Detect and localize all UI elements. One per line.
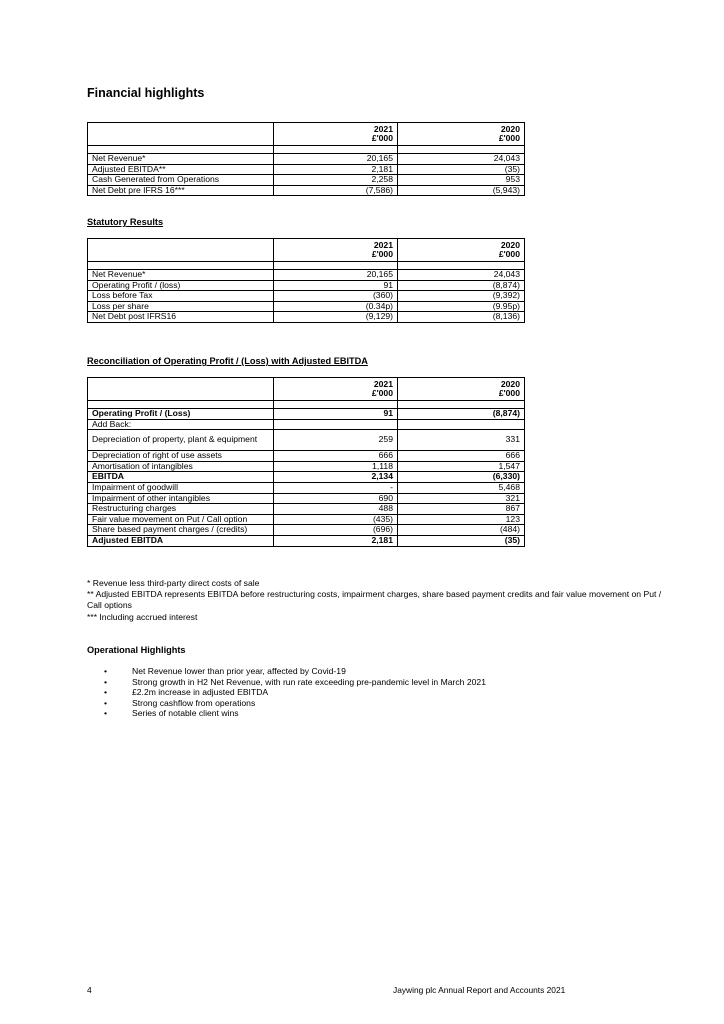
row-label: Adjusted EBITDA** — [88, 164, 274, 175]
value-2021: 20,165 — [274, 154, 398, 165]
value-2020: (8,874) — [398, 280, 525, 291]
table-row — [88, 301, 525, 312]
reconciliation-table — [87, 377, 525, 547]
value-2020: (484) — [398, 525, 525, 536]
value-2020: (9.95p) — [398, 301, 525, 312]
table-row — [88, 291, 525, 302]
value-2020: 123 — [398, 514, 525, 525]
col-unit: £'000 — [371, 133, 393, 144]
value-2020: 24,043 — [398, 154, 525, 165]
row-label: Net Debt post IFRS16 — [88, 312, 274, 323]
col-year-2021: 2021 — [373, 123, 393, 134]
row-label: Impairment of goodwill — [88, 482, 274, 493]
row-label: Depreciation of right of use assets — [88, 451, 274, 462]
bullet-icon: • — [104, 697, 108, 708]
statutory-heading: Statutory Results — [87, 217, 164, 227]
row-label: Net Revenue* — [88, 154, 274, 165]
value-2021: (7,586) — [274, 185, 398, 196]
row-label: Loss per share — [88, 301, 274, 312]
table-row — [88, 312, 525, 323]
footnote: ** Adjusted EBITDA represents EBITDA before restructuring costs, impairment charges, share based payment credits and fair value movement on Put / Call options — [87, 589, 662, 611]
row-label: Share based payment charges / (credits) — [88, 525, 274, 536]
value-2021: 2,181 — [274, 535, 398, 546]
footer-doc-title: Jaywing plc Annual Report and Accounts 2021 — [393, 985, 566, 995]
table-row — [88, 280, 525, 291]
col-unit: £'000 — [371, 388, 393, 399]
value-2020: 953 — [398, 175, 525, 186]
table-row — [88, 461, 525, 472]
value-2021: (435) — [274, 514, 398, 525]
row-label: Operating Profit / (Loss) — [88, 409, 274, 420]
value-2020: (8,874) — [398, 409, 525, 420]
value-2020: 867 — [398, 504, 525, 515]
row-label: Impairment of other intangibles — [88, 493, 274, 504]
value-2020: (35) — [398, 535, 525, 546]
row-label: Fair value movement on Put / Call option — [88, 514, 274, 525]
value-2020: 331 — [398, 430, 525, 451]
value-2021: 2,258 — [274, 175, 398, 186]
statutory-table — [87, 238, 525, 323]
bullet-icon: • — [104, 687, 108, 698]
row-label: Operating Profit / (loss) — [88, 280, 274, 291]
row-label: Net Revenue* — [88, 270, 274, 281]
table-row — [88, 185, 525, 196]
row-label: Adjusted EBITDA — [88, 535, 274, 546]
operational-heading: Operational Highlights — [87, 645, 186, 655]
list-item: • Series of notable client wins — [104, 708, 239, 719]
value-2021: 91 — [274, 409, 398, 420]
row-label: Cash Generated from Operations — [88, 175, 274, 186]
footnotes — [87, 578, 667, 623]
table-row — [88, 514, 525, 525]
table-row — [88, 525, 525, 536]
value-2020: 666 — [398, 451, 525, 462]
table-row — [88, 154, 525, 165]
col-year-2021: 2021 — [373, 378, 393, 389]
table-row — [88, 409, 525, 420]
value-2020: (5,943) — [398, 185, 525, 196]
value-2020 — [398, 419, 525, 430]
table-row — [88, 419, 525, 430]
page-title: Financial highlights — [87, 86, 205, 100]
value-2021: - — [274, 482, 398, 493]
row-label: Restructuring charges — [88, 504, 274, 515]
value-2021: 666 — [274, 451, 398, 462]
table-row — [88, 493, 525, 504]
value-2021 — [274, 419, 398, 430]
value-2020: (6,330) — [398, 472, 525, 483]
table-row — [88, 164, 525, 175]
value-2021: 20,165 — [274, 270, 398, 281]
value-2020: 24,043 — [398, 270, 525, 281]
value-2021: (696) — [274, 525, 398, 536]
value-2020: 5,468 — [398, 482, 525, 493]
col-year-2020: 2020 — [500, 123, 520, 134]
highlights-table — [87, 122, 525, 196]
bullet-icon: • — [104, 666, 108, 676]
value-2020: (8,136) — [398, 312, 525, 323]
operational-list — [104, 666, 486, 719]
value-2021: (0.34p) — [274, 301, 398, 312]
bullet-icon: • — [104, 708, 108, 719]
value-2021: 1,118 — [274, 461, 398, 472]
col-year-2020: 2020 — [500, 378, 520, 389]
col-year-2020: 2020 — [500, 239, 520, 250]
table-row — [88, 535, 525, 546]
table-row — [88, 472, 525, 483]
table-row — [88, 504, 525, 515]
row-label: EBITDA — [88, 472, 274, 483]
reconciliation-heading: Reconciliation of Operating Profit / (Loss) with Adjusted EBITDA — [87, 356, 368, 366]
value-2021: 2,181 — [274, 164, 398, 175]
table-row — [88, 430, 525, 451]
value-2020: 321 — [398, 493, 525, 504]
col-unit: £'000 — [498, 133, 520, 144]
bullet-icon: • — [104, 676, 108, 687]
page-number: 4 — [87, 985, 92, 995]
value-2020: 1,547 — [398, 461, 525, 472]
value-2021: 91 — [274, 280, 398, 291]
value-2021: (9,129) — [274, 312, 398, 323]
row-label: Depreciation of property, plant & equipment — [88, 430, 274, 451]
table-row — [88, 451, 525, 462]
col-year-2021: 2021 — [373, 239, 393, 250]
value-2021: 259 — [274, 430, 398, 451]
row-label: Loss before Tax — [88, 291, 274, 302]
col-unit: £'000 — [498, 249, 520, 260]
list-item: • Net Revenue lower than prior year, affected by Covid-19 — [104, 666, 346, 676]
value-2021: (360) — [274, 291, 398, 302]
col-unit: £'000 — [371, 249, 393, 260]
table-row — [88, 270, 525, 281]
row-label: Net Debt pre IFRS 16*** — [88, 185, 274, 196]
footnote: *** Including accrued interest — [87, 611, 198, 622]
row-label: Add Back: — [88, 419, 274, 430]
value-2020: (9,392) — [398, 291, 525, 302]
table-row — [88, 175, 525, 186]
col-unit: £'000 — [498, 388, 520, 399]
row-label: Amortisation of intangibles — [88, 461, 274, 472]
value-2021: 2,134 — [274, 472, 398, 483]
value-2021: 690 — [274, 493, 398, 504]
list-item: • £2.2m increase in adjusted EBITDA — [104, 687, 269, 698]
table-row — [88, 482, 525, 493]
footnote: * Revenue less third-party direct costs of sale — [87, 578, 260, 588]
value-2021: 488 — [274, 504, 398, 515]
value-2020: (35) — [398, 164, 525, 175]
list-item: • Strong growth in H2 Net Revenue, with run rate exceeding pre-pandemic level in March 2021 — [104, 676, 486, 687]
list-item: • Strong cashflow from operations — [104, 697, 256, 708]
